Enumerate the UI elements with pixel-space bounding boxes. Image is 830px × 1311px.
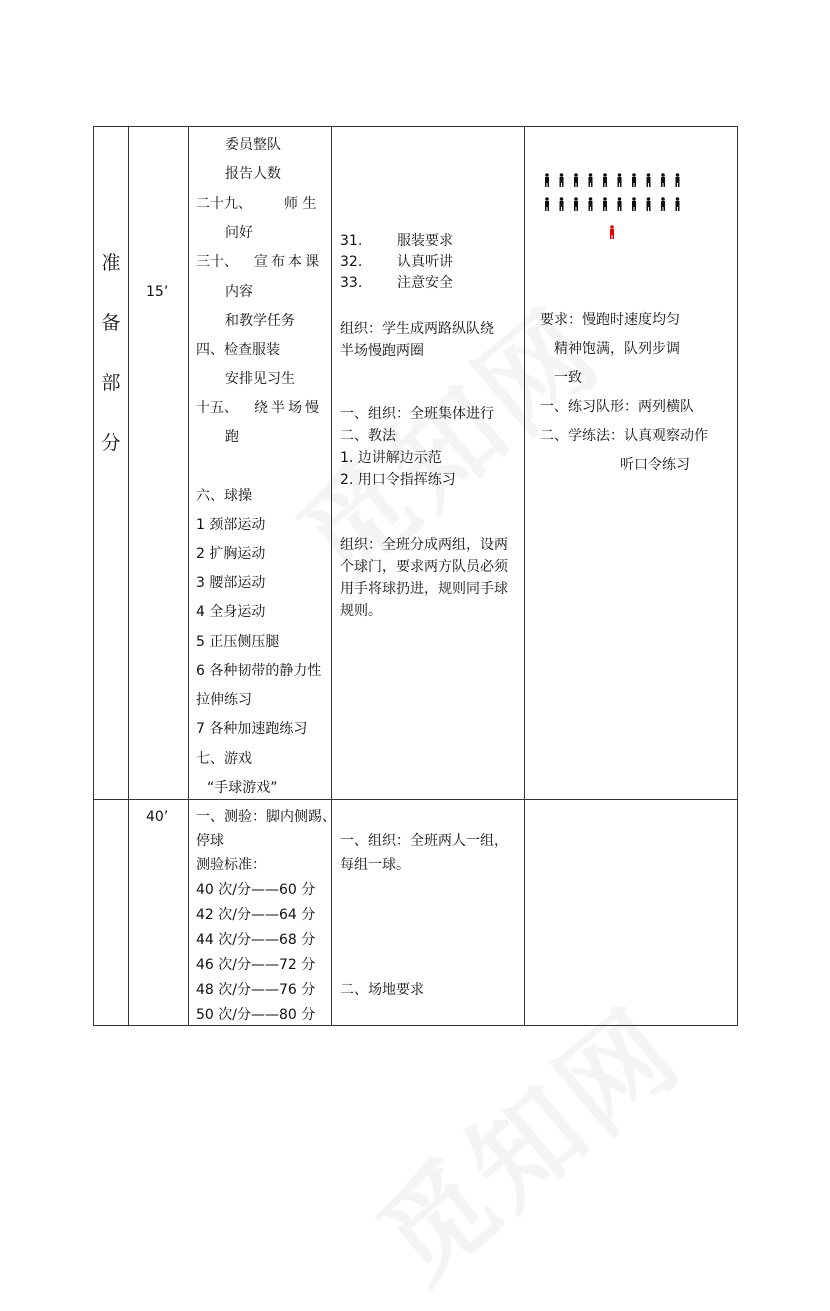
teacher-figure: [610, 225, 614, 239]
org-paragraph-line: 2. 用口令指挥练习: [340, 472, 456, 488]
org-paragraph-line: 每组一球。: [340, 857, 410, 873]
content-line: 二十九、: [196, 196, 252, 212]
content-line: 十五、: [196, 400, 238, 416]
content-line: 48 次/分——76 分: [196, 982, 316, 998]
student-figure: [574, 173, 578, 187]
student-figure: [632, 173, 636, 187]
org-paragraph-line: 二、教法: [340, 428, 396, 444]
content-line: 7 各种加速跑练习: [196, 721, 308, 737]
content-line: 一、测验：脚内侧踢、: [196, 809, 336, 825]
student-figure: [589, 173, 593, 187]
org-item-text: 注意安全: [397, 275, 453, 291]
content-line: 3 腰部运动: [196, 575, 266, 591]
content-line: 四、检查服装: [196, 342, 280, 358]
content-line: 问好: [225, 225, 253, 241]
student-figure: [574, 197, 578, 211]
org-paragraph-line: 半场慢跑两圈: [340, 343, 424, 359]
time-allocation: 15’: [146, 284, 169, 300]
column-divider: [331, 126, 332, 1026]
content-line: 44 次/分——68 分: [196, 932, 316, 948]
content-line: 50 次/分——80 分: [196, 1007, 316, 1023]
requirement-line: 一、练习队形：两列横队: [540, 399, 694, 415]
org-paragraph-line: 二、场地要求: [340, 982, 424, 998]
org-paragraph-line: 组织：全班分成两组，设两: [340, 537, 508, 553]
content-line: 拉伸练习: [196, 692, 252, 708]
content-line: 绕半场慢: [254, 400, 322, 416]
content-line: 测验标准：: [196, 857, 266, 873]
org-item-text: 服装要求: [397, 233, 453, 249]
student-figure: [560, 197, 564, 211]
student-figure: [632, 197, 636, 211]
student-figure: [676, 197, 680, 211]
formation-diagram: [540, 168, 690, 248]
content-line: 40 次/分——60 分: [196, 882, 316, 898]
requirement-line: 要求：慢跑时速度均匀: [540, 312, 680, 328]
content-line: 七、游戏: [196, 751, 252, 767]
content-line: 师 生: [284, 196, 317, 212]
student-figure: [603, 197, 607, 211]
student-figure: [661, 173, 665, 187]
row-divider: [93, 799, 738, 800]
content-line: 委员整队: [225, 137, 281, 153]
student-figure: [618, 173, 622, 187]
student-figure: [560, 173, 564, 187]
requirement-line: 听口令练习: [620, 457, 690, 473]
org-item-text: 认真听讲: [397, 254, 453, 270]
column-divider: [128, 126, 129, 1026]
content-line: 2 扩胸运动: [196, 546, 266, 562]
column-divider: [188, 126, 189, 1026]
student-figure: [603, 173, 607, 187]
student-figure: [545, 197, 549, 211]
student-figure: [661, 197, 665, 211]
content-line: 6 各种韧带的静力性: [196, 663, 322, 679]
content-line: 安排见习生: [225, 371, 295, 387]
content-line: “手球游戏”: [207, 780, 278, 796]
content-line: 内容: [225, 284, 253, 300]
content-line: 三十、: [196, 254, 238, 270]
org-paragraph-line: 个球门，要求两方队员必须: [340, 559, 508, 575]
org-paragraph-line: 一、组织：全班集体进行: [340, 406, 494, 422]
content-line: 42 次/分——64 分: [196, 907, 316, 923]
section-label-char: 分: [101, 432, 121, 454]
org-paragraph-line: 规则。: [340, 603, 382, 619]
time-allocation: 40’: [146, 809, 169, 825]
content-line: 停球: [196, 833, 224, 849]
content-line: 报告人数: [225, 166, 281, 182]
org-paragraph-line: 一、组织：全班两人一组，: [340, 833, 508, 849]
column-divider: [524, 126, 525, 1026]
org-paragraph-line: 1. 边讲解边示范: [340, 450, 442, 466]
section-label-char: 部: [101, 372, 121, 394]
content-line: 46 次/分——72 分: [196, 957, 316, 973]
org-item-number: 33.: [340, 275, 363, 291]
content-line: 1 颈部运动: [196, 517, 266, 533]
section-label-char: 备: [101, 312, 121, 334]
section-label-char: 准: [101, 252, 121, 274]
student-figure: [647, 197, 651, 211]
student-figure: [618, 197, 622, 211]
content-line: 跑: [225, 429, 239, 445]
org-item-number: 32.: [340, 254, 363, 270]
student-figure: [545, 173, 549, 187]
requirement-line: 一致: [554, 370, 582, 386]
student-figure: [676, 173, 680, 187]
org-item-number: 31.: [340, 233, 363, 249]
student-figure: [647, 173, 651, 187]
content-line: 5 正压侧压腿: [196, 634, 280, 650]
requirement-line: 精神饱满，队列步调: [554, 341, 680, 357]
student-figure: [589, 197, 593, 211]
requirement-line: 二、学练法：认真观察动作: [540, 428, 708, 444]
org-paragraph-line: 用手将球扔进，规则同手球: [340, 581, 508, 597]
content-line: 和教学任务: [225, 313, 295, 329]
content-line: 六、球操: [196, 488, 252, 504]
content-line: 4 全身运动: [196, 604, 266, 620]
content-line: 宣布本课: [254, 254, 322, 270]
org-paragraph-line: 组织：学生成两路纵队绕: [340, 321, 494, 337]
